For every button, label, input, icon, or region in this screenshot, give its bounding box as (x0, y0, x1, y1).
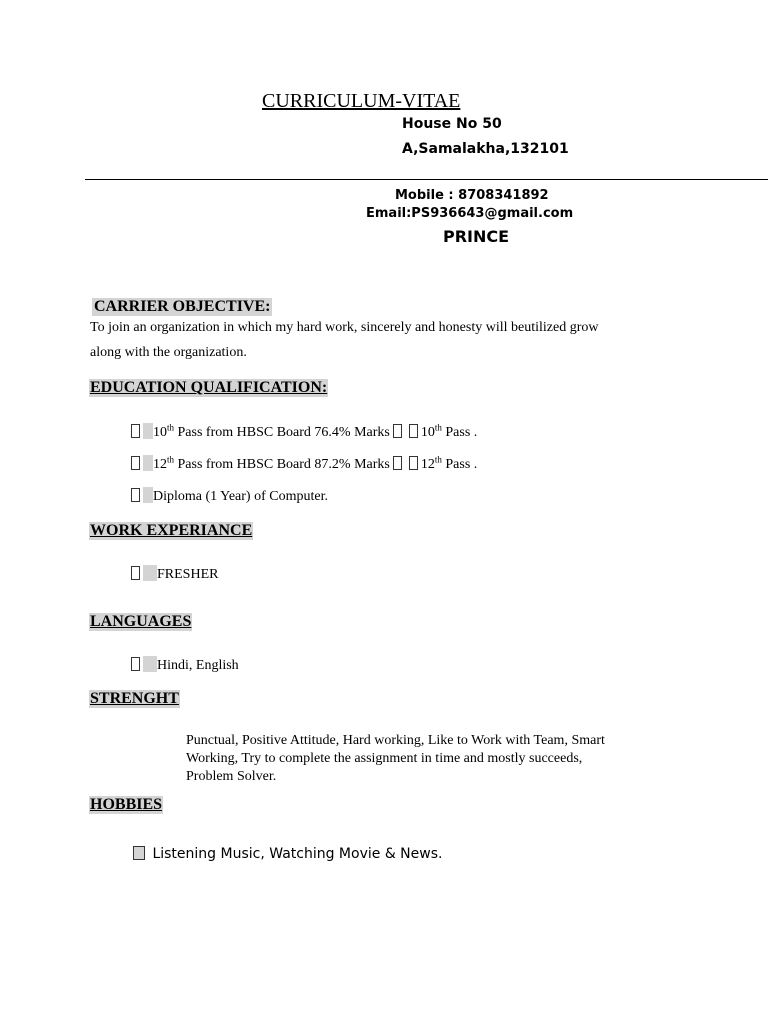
strength-heading: STRENGHT (90, 690, 179, 707)
education-heading: EDUCATION QUALIFICATION: (90, 379, 328, 396)
objective-line-1: To join an organization in which my hard work, sincerely and honesty will beutilized grow (90, 320, 599, 335)
header-divider (85, 179, 768, 180)
page-title: CURRICULUM-VITAE (262, 90, 461, 112)
list-item: 12th Pass from HBSC Board 87.2% Marks 12th Pass . (131, 455, 477, 473)
bullet-icon (393, 424, 402, 438)
bullet-icon (409, 424, 418, 438)
bullet-icon (131, 566, 140, 580)
languages-heading: LANGUAGES (90, 613, 192, 630)
shade-block (143, 487, 153, 503)
shade-block (143, 565, 157, 581)
objective-heading: CARRIER OBJECTIVE: (94, 298, 271, 315)
bullet-icon (409, 456, 418, 470)
objective-line-2: along with the organization. (90, 345, 247, 360)
shade-block (143, 423, 153, 439)
bullet-icon (393, 456, 402, 470)
list-item: 10th Pass from HBSC Board 76.4% Marks 10th Pass . (131, 423, 477, 441)
address-line-2: A,Samalakha,132101 (402, 141, 569, 157)
shade-block (143, 656, 157, 672)
bullet-icon (131, 456, 140, 470)
list-item: FRESHER (131, 565, 218, 583)
strength-text: Punctual, Positive Attitude, Hard working, Like to Work with Team, Smart Working, Try to complete the assignment in time and mostly succeeds, Problem Solver. (186, 733, 605, 784)
shade-block (143, 455, 153, 471)
candidate-name: PRINCE (443, 227, 510, 246)
address-line-1: House No 50 (402, 116, 502, 132)
bullet-icon (131, 488, 140, 502)
list-item: Hindi, English (131, 656, 239, 674)
list-item: Listening Music, Watching Movie & News. (133, 846, 442, 862)
bullet-icon (131, 424, 140, 438)
work-heading: WORK EXPERIANCE (90, 522, 253, 539)
bullet-icon (133, 846, 145, 860)
list-item: Diploma (1 Year) of Computer. (131, 487, 328, 505)
bullet-icon (131, 657, 140, 671)
hobbies-heading: HOBBIES (90, 796, 163, 813)
email-address: Email:PS936643@gmail.com (366, 206, 574, 221)
mobile-number: Mobile : 8708341892 (395, 188, 549, 203)
